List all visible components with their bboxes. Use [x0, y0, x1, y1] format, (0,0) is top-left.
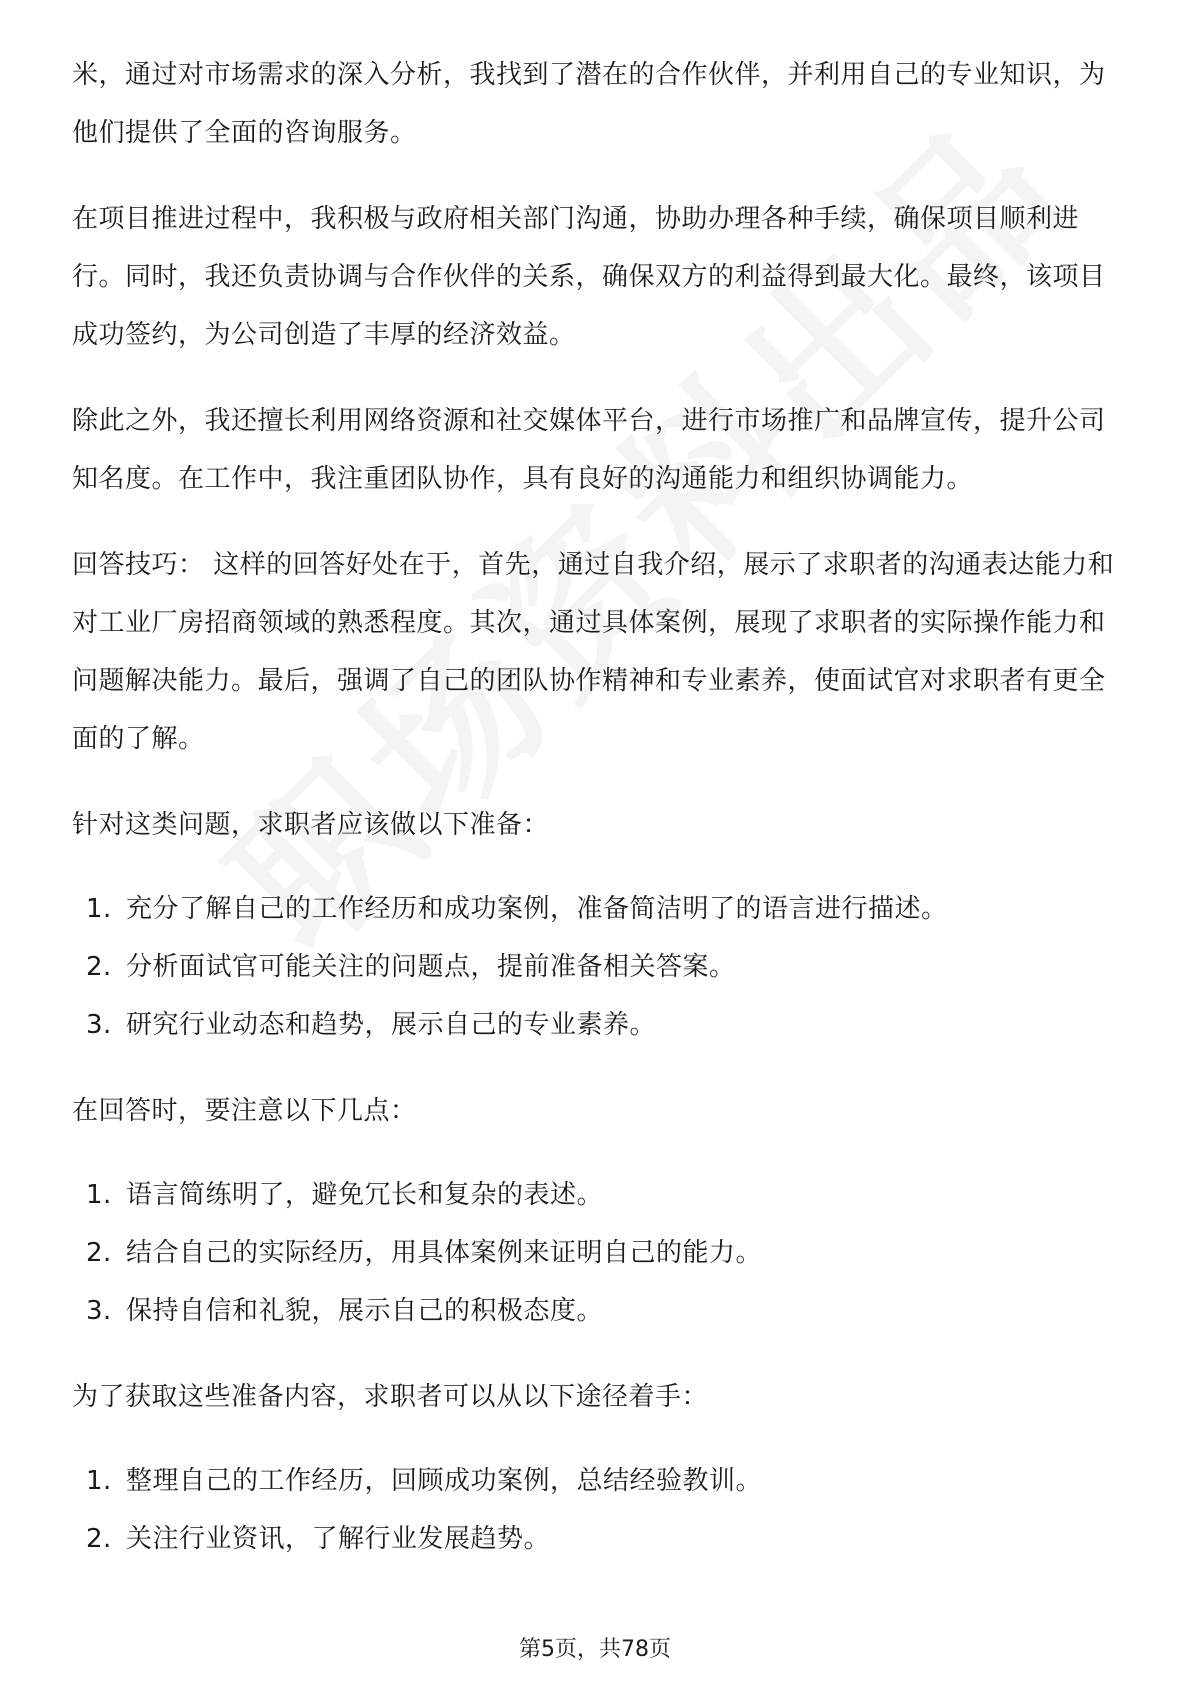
document-body — [72, 46, 1122, 1596]
paragraph-answer-notes-intro: 在回答时，要注意以下几点： — [72, 1096, 417, 1126]
paragraph-preparation-intro: 针对这类问题，求职者应该做以下准备： — [72, 810, 550, 840]
paragraph-sources-intro: 为了获取这些准备内容，求职者可以从以下途径着手： — [72, 1382, 709, 1412]
paragraph-project-intro: 米，通过对市场需求的深入分析，我找到了潜在的合作伙伴，并利用自己的专业知识，为他们提供了全面的咨询服务。 — [72, 60, 1106, 148]
paragraph-other-skills: 除此之外，我还擅长利用网络资源和社交媒体平台，进行市场推广和品牌宣传，提升公司知名度。在工作中，我注重团队协作，具有良好的沟通能力和组织协调能力。 — [72, 406, 1106, 494]
page-number: 第5页，共78页 — [519, 1637, 671, 1662]
list-item: 1. 语言简练明了，避免冗长和复杂的表述。 — [86, 1180, 604, 1210]
paragraph-project-progress: 在项目推进过程中，我积极与政府相关部门沟通，协助办理各种手续，确保项目顺利进行。同时，我还负责协调与合作伙伴的关系，确保双方的利益得到最大化。最终，该项目成功签约，为公司创造了丰厚的经济效益。 — [72, 204, 1106, 350]
list-item: 1. 整理自己的工作经历，回顾成功案例，总结经验教训。 — [86, 1466, 763, 1496]
list-item: 2. 分析面试官可能关注的问题点，提前准备相关答案。 — [86, 952, 736, 982]
paragraph-answer-tips: 回答技巧： 这样的回答好处在于，首先，通过自我介绍，展示了求职者的沟通表达能力和对工业厂房招商领域的熟悉程度。其次，通过具体案例，展现了求职者的实际操作能力和问题解决能力。最后，强调了自己的团队协作精神和专业素养，使面试官对求职者有更全面的了解。 — [72, 550, 1115, 754]
list-item: 2. 关注行业资讯，了解行业发展趋势。 — [86, 1524, 551, 1554]
preparation-list — [72, 880, 1122, 1054]
list-item: 3. 保持自信和礼貌，展示自己的积极态度。 — [86, 1296, 604, 1326]
list-item: 3. 研究行业动态和趋势，展示自己的专业素养。 — [86, 1010, 657, 1040]
sources-list — [72, 1452, 1122, 1568]
list-item: 2. 结合自己的实际经历，用具体案例来证明自己的能力。 — [86, 1238, 763, 1268]
answer-notes-list — [72, 1166, 1122, 1340]
list-item: 1. 充分了解自己的工作经历和成功案例，准备简洁明了的语言进行描述。 — [86, 894, 948, 924]
